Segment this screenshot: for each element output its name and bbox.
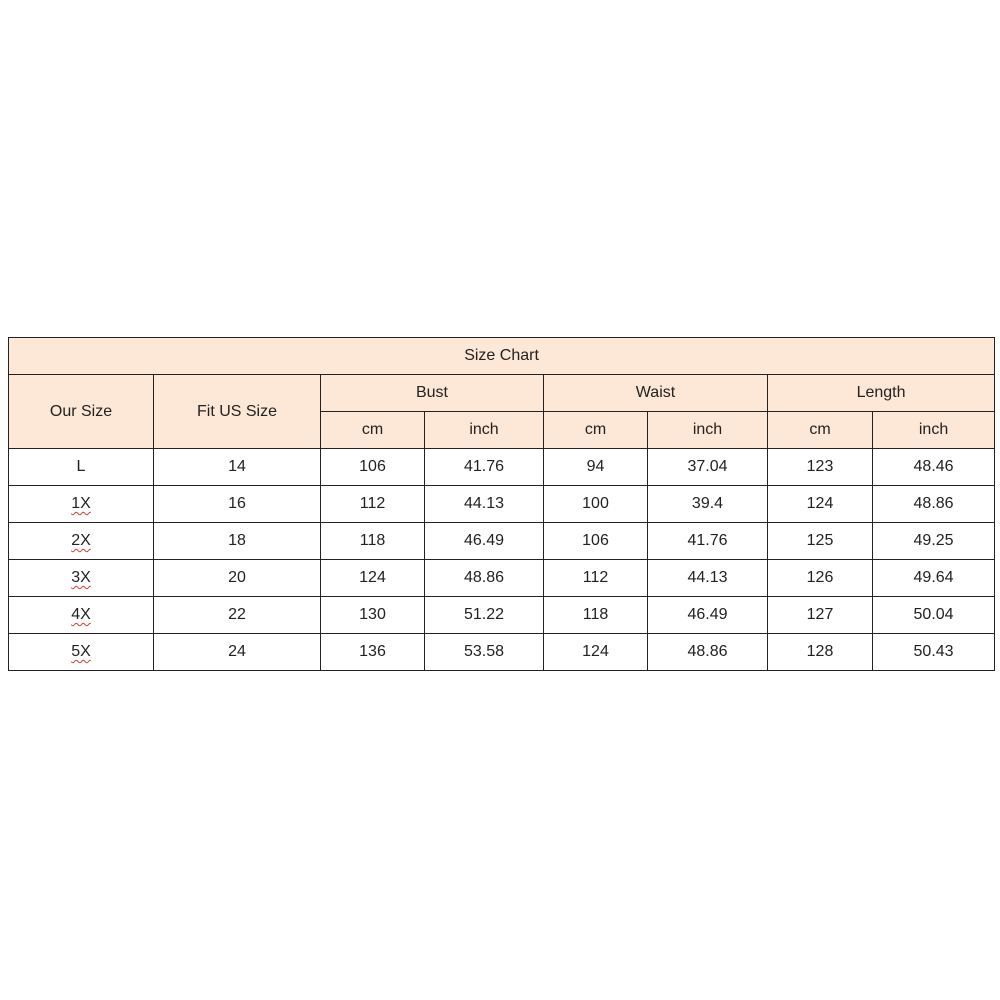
header-waist-cm: cm: [544, 412, 648, 449]
cell-waist-cm: 124: [544, 634, 648, 671]
cell-our-size: [9, 486, 154, 523]
cell-waist-cm: 106: [544, 523, 648, 560]
cell-waist-cm: 112: [544, 560, 648, 597]
cell-waist-inch: 46.49: [648, 597, 768, 634]
cell-bust-inch: 46.49: [425, 523, 544, 560]
cell-fit-us: 14: [154, 449, 321, 486]
cell-bust-cm: 130: [321, 597, 425, 634]
size-label: 1X: [71, 495, 91, 512]
cell-bust-inch: 41.76: [425, 449, 544, 486]
cell-fit-us: 24: [154, 634, 321, 671]
header-length: Length: [768, 375, 995, 412]
cell-waist-cm: 118: [544, 597, 648, 634]
cell-length-inch: 49.25: [873, 523, 995, 560]
cell-length-inch: 49.64: [873, 560, 995, 597]
cell-bust-cm: 136: [321, 634, 425, 671]
size-label: 4X: [71, 606, 91, 623]
cell-length-cm: 128: [768, 634, 873, 671]
header-length-inch: inch: [873, 412, 995, 449]
cell-our-size: [9, 597, 154, 634]
cell-our-size: [9, 560, 154, 597]
cell-waist-inch: 44.13: [648, 560, 768, 597]
cell-fit-us: 22: [154, 597, 321, 634]
cell-fit-us: 20: [154, 560, 321, 597]
cell-bust-cm: 124: [321, 560, 425, 597]
cell-our-size: L: [9, 449, 154, 486]
cell-our-size: [9, 634, 154, 671]
table-row: [9, 634, 995, 671]
cell-bust-cm: 112: [321, 486, 425, 523]
table-title: Size Chart: [9, 338, 995, 375]
cell-bust-cm: 106: [321, 449, 425, 486]
cell-waist-cm: 100: [544, 486, 648, 523]
cell-length-inch: 50.04: [873, 597, 995, 634]
cell-fit-us: 16: [154, 486, 321, 523]
cell-length-inch: 48.86: [873, 486, 995, 523]
header-our-size: Our Size: [9, 375, 154, 449]
header-waist: Waist: [544, 375, 768, 412]
header-waist-inch: inch: [648, 412, 768, 449]
cell-length-inch: 50.43: [873, 634, 995, 671]
cell-length-cm: 123: [768, 449, 873, 486]
header-bust: Bust: [321, 375, 544, 412]
cell-bust-inch: 51.22: [425, 597, 544, 634]
cell-our-size: [9, 523, 154, 560]
title-row: [9, 338, 995, 375]
cell-length-cm: 124: [768, 486, 873, 523]
cell-waist-inch: 39.4: [648, 486, 768, 523]
cell-waist-inch: 48.86: [648, 634, 768, 671]
cell-length-inch: 48.46: [873, 449, 995, 486]
size-chart-table: [8, 337, 995, 671]
cell-bust-cm: 118: [321, 523, 425, 560]
header-fit-us-size: Fit US Size: [154, 375, 321, 449]
cell-bust-inch: 44.13: [425, 486, 544, 523]
table-row: [9, 449, 995, 486]
cell-length-cm: 126: [768, 560, 873, 597]
size-label: 5X: [71, 643, 91, 660]
header-bust-cm: cm: [321, 412, 425, 449]
cell-waist-cm: 94: [544, 449, 648, 486]
table-row: [9, 523, 995, 560]
header-bust-inch: inch: [425, 412, 544, 449]
cell-length-cm: 125: [768, 523, 873, 560]
cell-bust-inch: 53.58: [425, 634, 544, 671]
size-label: 3X: [71, 569, 91, 586]
size-label: 2X: [71, 532, 91, 549]
header-length-cm: cm: [768, 412, 873, 449]
table-row: [9, 560, 995, 597]
cell-bust-inch: 48.86: [425, 560, 544, 597]
cell-fit-us: 18: [154, 523, 321, 560]
cell-length-cm: 127: [768, 597, 873, 634]
cell-waist-inch: 37.04: [648, 449, 768, 486]
table-row: [9, 486, 995, 523]
cell-waist-inch: 41.76: [648, 523, 768, 560]
header-row: [9, 375, 995, 412]
table-row: [9, 597, 995, 634]
